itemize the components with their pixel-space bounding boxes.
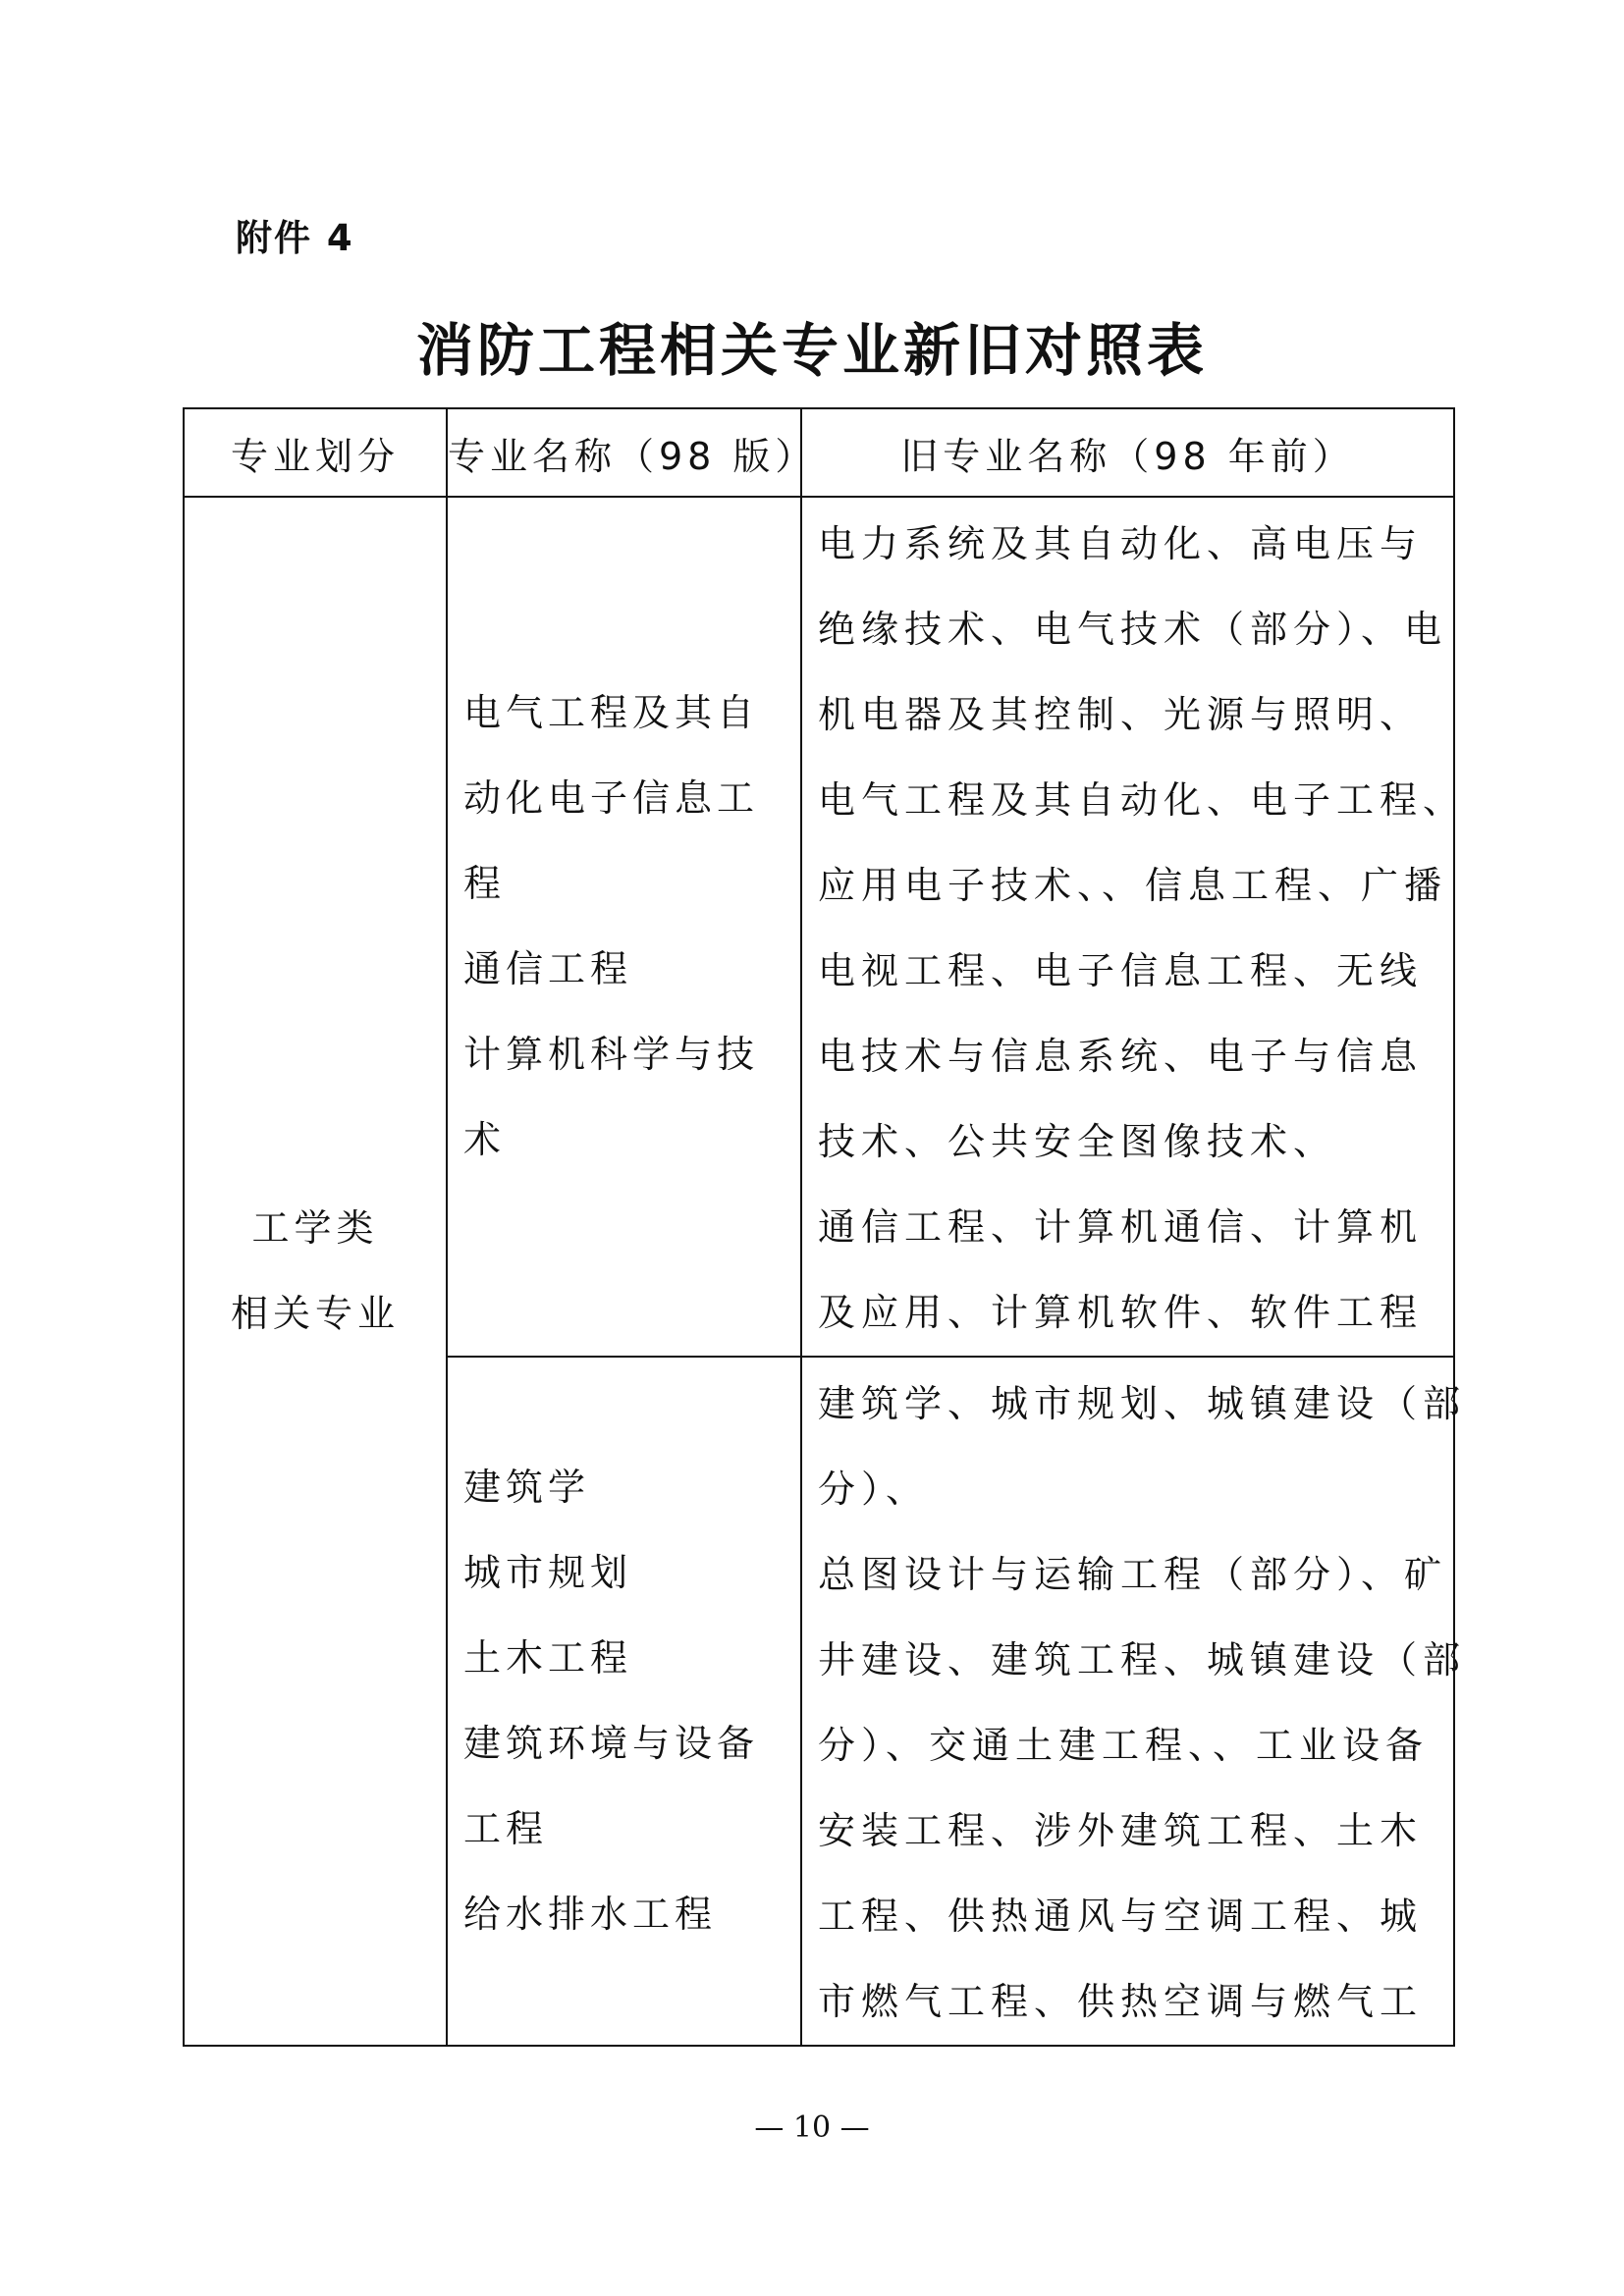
major-line: 土木工程 — [463, 1636, 633, 1680]
major-line: 建筑环境与设备 — [463, 1722, 760, 1765]
header-major-98: 专业名称（98 版） — [447, 408, 801, 497]
major-line: 电气工程及其自 — [463, 691, 760, 734]
major-line: 程 — [463, 862, 507, 905]
old-major-line: 分）、交通土建工程、、工业设备 — [818, 1724, 1430, 1767]
major-line: 计算机科学与技 — [463, 1033, 760, 1076]
major-line: 动化电子信息工 — [463, 776, 760, 820]
old-major-line: 市燃气工程、供热空调与燃气工 — [818, 1980, 1424, 2023]
old-major-line: 绝缘技术、电气技术（部分）、电 — [818, 608, 1448, 651]
old-major-cell — [801, 497, 1467, 1357]
old-major-line: 电气工程及其自动化、电子工程、 — [818, 778, 1467, 822]
old-major-line: 分）、 — [818, 1468, 930, 1511]
old-major-line: 机电器及其控制、光源与照明、 — [818, 693, 1424, 736]
category-cell — [184, 497, 447, 2046]
old-major-line: 工程、供热通风与空调工程、城 — [818, 1895, 1424, 1938]
major-line: 城市规划 — [463, 1551, 633, 1594]
old-major-line: 井建设、建筑工程、城镇建设（部 — [818, 1638, 1467, 1682]
header-old-major: 旧专业名称（98 年前） — [801, 408, 1454, 497]
page-title: 消防工程相关专业新旧对照表 — [415, 317, 1208, 384]
category-line: 相关专业 — [230, 1292, 400, 1335]
table-header-row — [184, 408, 1454, 497]
major-line: 给水排水工程 — [463, 1893, 718, 1936]
old-major-line: 应用电子技术、、信息工程、广播 — [818, 864, 1448, 907]
table-row — [184, 497, 1454, 1357]
old-major-cell — [801, 1357, 1467, 2046]
header-category: 专业划分 — [184, 408, 447, 497]
old-major-line: 及应用、计算机软件、软件工程 — [818, 1291, 1424, 1334]
page-number: — 10 — — [754, 2110, 870, 2145]
major-line: 工程 — [463, 1807, 549, 1850]
major-cell — [447, 497, 801, 1357]
old-major-line: 电视工程、电子信息工程、无线 — [818, 949, 1424, 992]
old-major-line: 电技术与信息系统、电子与信息 — [818, 1035, 1424, 1078]
old-major-line: 总图设计与运输工程（部分）、矿 — [818, 1553, 1448, 1596]
old-major-line: 安装工程、涉外建筑工程、土木 — [818, 1809, 1424, 1852]
category-line: 工学类 — [251, 1206, 379, 1250]
old-major-line: 电力系统及其自动化、高电压与 — [818, 522, 1424, 565]
major-cell — [447, 1357, 801, 2046]
old-major-line: 建筑学、城市规划、城镇建设（部 — [818, 1382, 1467, 1425]
major-line: 术 — [463, 1118, 507, 1161]
comparison-table-container — [183, 407, 1467, 2041]
major-line: 建筑学 — [463, 1466, 591, 1509]
comparison-table — [183, 407, 1467, 2047]
major-line: 通信工程 — [463, 947, 633, 990]
old-major-line: 通信工程、计算机通信、计算机 — [818, 1205, 1424, 1249]
attachment-label: 附件 4 — [236, 217, 354, 259]
old-major-line: 技术、公共安全图像技术、 — [818, 1120, 1337, 1163]
